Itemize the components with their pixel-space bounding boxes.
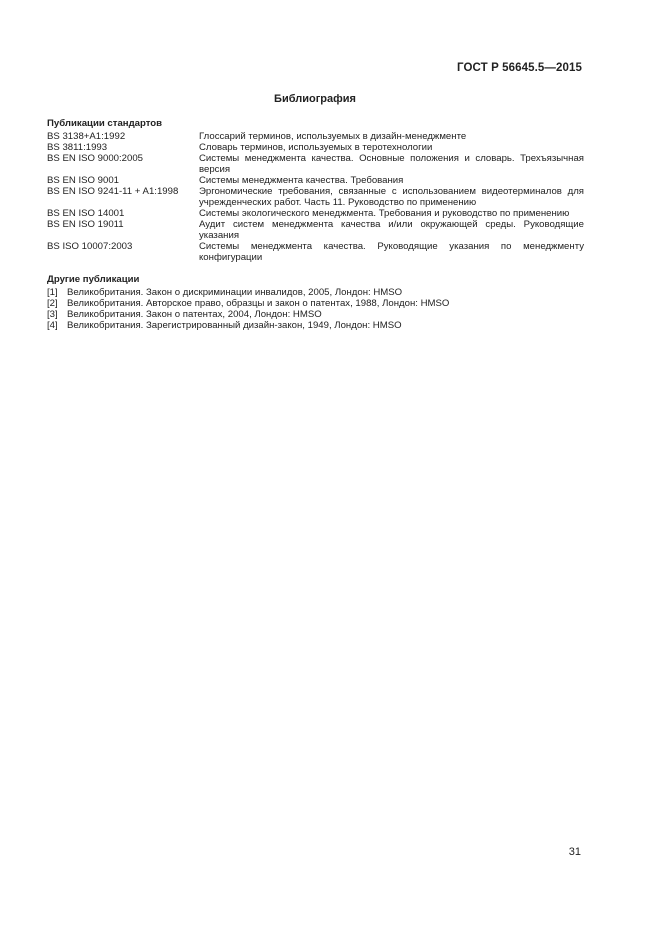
publication-entry [47,320,584,331]
standard-code: BS 3811:1993 [47,142,108,153]
publication-text: Великобритания. Авторское право, образцы и закон о патентах, 1988, Лондон: HMSO [67,298,450,309]
publication-entry [47,287,584,298]
publication-number: [4] [47,320,58,331]
publication-text: Великобритания. Зарегистрированный дизайн-закон, 1949, Лондон: HMSO [67,320,402,331]
publication-entry [47,309,584,320]
page-title: Библиография [274,93,356,105]
standard-code: BS EN ISO 9000:2005 [47,153,143,164]
standard-entry [47,131,584,142]
other-publications-heading: Другие публикации [47,274,140,285]
publication-number: [3] [47,309,58,320]
page-number: 31 [568,846,581,858]
standard-description: Словарь терминов, используемых в теротехнологии [199,142,433,153]
standards-list [47,131,584,263]
publication-number: [1] [47,287,58,298]
standard-entry [47,153,584,175]
standard-entry [47,208,584,219]
publication-entry [47,298,584,309]
standard-entry [47,219,584,241]
standard-code: BS EN ISO 9001 [47,175,119,186]
publication-text: Великобритания. Закон о патентах, 2004, Лондон: HMSO [67,309,322,320]
other-publications-list [47,287,584,331]
publication-text: Великобритания. Закон о дискриминации инвалидов, 2005, Лондон: HMSO [67,287,403,298]
standard-entry [47,175,584,186]
standard-description: Системы экологического менеджмента. Требования и руководство по применению [199,208,570,219]
standard-code: BS 3138+A1:1992 [47,131,126,142]
standard-description: Системы менеджмента качества. Основные положения и словарь. Трехъязычная версия [199,153,584,175]
standard-code: BS EN ISO 19011 [47,219,124,230]
standards-heading: Публикации стандартов [47,118,163,129]
standard-code: BS EN ISO 9241-11 + A1:1998 [47,186,179,197]
standard-code: BS ISO 10007:2003 [47,241,133,252]
standard-entry [47,142,584,153]
standard-code: BS EN ISO 14001 [47,208,125,219]
standard-description: Системы менеджмента качества. Требования [199,175,404,186]
standard-description: Глоссарий терминов, используемых в дизайн-менеджменте [199,131,467,142]
standard-entry [47,186,584,208]
standard-description: Эргономические требования, связанные с использованием видеотерминалов для учрежденческих работ. Часть 11. Руководство по применению [199,186,584,208]
bibliography-content [47,118,584,331]
standard-entry [47,241,584,263]
standard-description: Системы менеджмента качества. Руководящие указания по менеджменту конфигурации [199,241,584,263]
standard-description: Аудит систем менеджмента качества и/или окружающей среды. Руководящие указания [199,219,584,241]
publication-number: [2] [47,298,58,309]
document-code: ГОСТ Р 56645.5—2015 [457,62,582,74]
